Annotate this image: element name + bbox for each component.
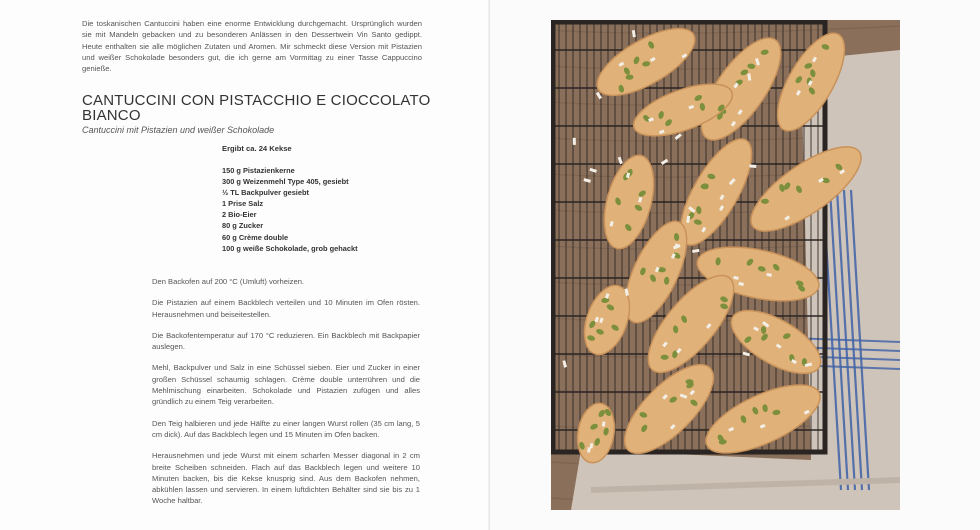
chocolate-shaving (749, 164, 756, 168)
pistachio-piece (685, 379, 693, 384)
ingredient-item: 150 g Pistazienkerne (222, 166, 295, 175)
recipe-yield: Ergibt ca. 24 Kekse (222, 144, 292, 153)
ingredient-item: 2 Bio-Eier (222, 210, 257, 220)
cantuccini-photo (551, 20, 900, 510)
ingredient-list (222, 165, 358, 254)
method-step: Die Backofentemperatur auf 170 °C reduzieren. Ein Backblech mit Backpapier auslegen. (152, 330, 420, 352)
ingredient-item: 1 Prise Salz (222, 199, 264, 209)
method-step: Mehl, Backpulver und Salz in eine Schüssel sieben. Eier und Zucker in einer großen Schüssel schaumig schlagen. Crème double unterrühren und die Mehlmischung einarbeiten. Schokolade und Pistazien zufügen und alles gründlich zu einem Teig verarbeiten. (152, 363, 420, 407)
ingredient-item: 100 g weiße Schokolade, grob gehackt (222, 243, 358, 253)
method-step: Die Pistazien auf einem Backblech verteilen und 10 Minuten im Ofen rösten. Herausnehmen und beiseitestellen. (152, 298, 420, 319)
cantuccini-photo-drawing (551, 20, 900, 510)
method-step: Herausnehmen und jede Wurst mit einem scharfen Messer diagonal in 2 cm breite Scheiben schneiden. Flach auf das Backblech legen und weitere 10 Minuten backen, bis die Kekse knusprig sind. Aus dem Backofen nehmen, abkühlen lassen und servieren. In einem luftdichten Behälter sind sie bis zu 1 Woche haltbar. (152, 451, 420, 506)
recipe-subtitle: Cantuccini mit Pistazien und weißer Schokolade (82, 125, 275, 135)
method-step: Den Teig halbieren und jede Hälfte zu einer langen Wurst rollen (35 cm lang, 5 cm dick). Auf das Backblech legen und 15 Minuten im Ofen backen. (152, 418, 420, 439)
method-steps (152, 276, 420, 517)
recipe-title: CANTUCCINI CON PISTACCHIO E CIOCCOLATO BIANCO (82, 92, 431, 124)
chocolate-shaving (573, 138, 576, 145)
ingredient-item: 60 g Crème double (222, 232, 289, 242)
ingredient-item: ½ TL Backpulver gesiebt (222, 188, 309, 198)
ingredient-item: 300 g Weizenmehl Type 405, gesiebt (222, 177, 349, 187)
method-step: Den Backofen auf 200 °C (Umluft) vorheizen. (152, 277, 305, 286)
pistachio-piece (661, 355, 669, 360)
intro-paragraph: Die toskanischen Cantuccini haben eine enorme Entwicklung durchgemacht. Ursprünglich wurden sie mit Mandeln gebacken und zu besonderen Anlässen in den Dessertwein Vin Santo gedippt. Heute enthalten sie alle möglichen Zutaten und Aromen. Mir schmeckt diese Version mit Pistazien und weißer Schokolade besonders gut, die ich gerne am Vormittag zu einer Tasse Cappuccino genieße. (82, 19, 422, 74)
ingredient-item: 80 g Zucker (222, 221, 264, 231)
